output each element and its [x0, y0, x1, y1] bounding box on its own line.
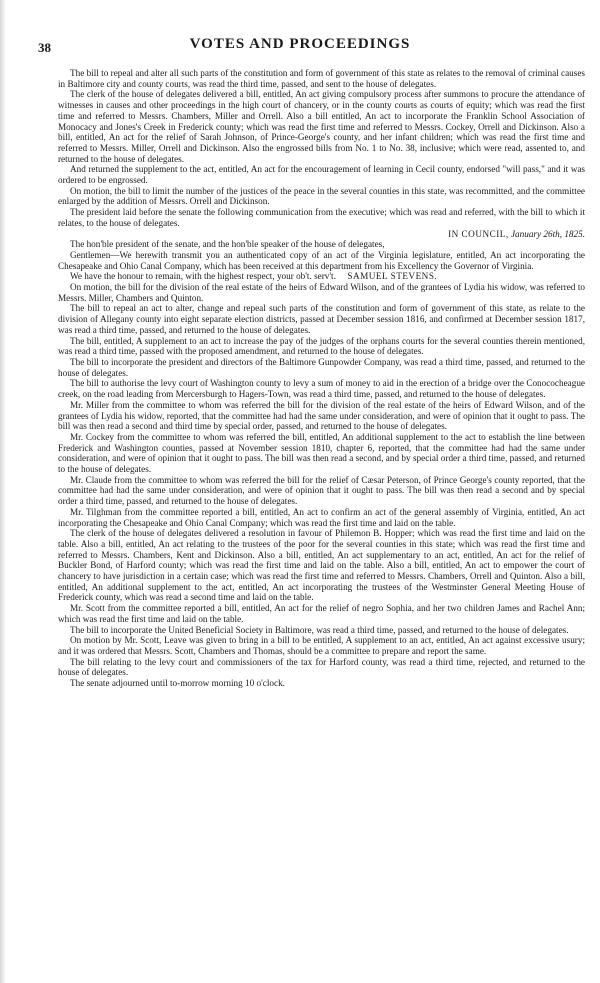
dateline-place: IN COUNCIL, — [448, 228, 509, 239]
paragraph: Mr. Cockey from the committee to whom was referred the bill, entitled, An additional supplement to the act to establish the line between Frederick and Washington counties, passed at November session 1810, chapter 6, reported, that the committee had had the same under consideration, and were of opinion that it ought to pass. The bill was then read a second, and by special order a third time, passed, and returned to the house of delegates. — [58, 431, 585, 475]
paragraph: The bill to repeal an act to alter, change and repeal such parts of the constitution and form of government of this state, as relate to the division of Allegany county into eight separate election districts, passed at December session 1816, and confirmed at December session 1817, was read a third time, passed, and returned to the house of delegates. — [58, 303, 585, 335]
paragraph: On motion, the bill for the division of the real estate of the heirs of Edward Wilson, and of the grantees of Lydia his widow, was referred to Messrs. Miller, Chambers and Quinton. — [58, 282, 585, 303]
running-title: VOTES AND PROCEEDINGS — [189, 36, 411, 52]
paragraph: The senate adjourned until to-morrow morning 10 o'clock. — [70, 678, 285, 689]
council-dateline — [58, 229, 585, 240]
dateline-date: January 26th, 1825. — [510, 228, 585, 239]
paragraph: On motion, the bill to limit the number of the justices of the peace in the several counties in this state, was recommitted, and the committee enlarged by the addition of Messrs. Orrell and Dickinson. — [58, 185, 585, 207]
paragraph: The clerk of the house of delegates delivered a bill, entitled, An act giving compulsory process after summons to procure the attendance of witnesses in causes and other proceedings in the high court of chancery, or in the county courts as courts of equity; which was read the first time and referred to Messrs. Chambers, Miller and Orrell. Also a bill entitled, An act to incorporate the Franklin School Association of Monocacy and Jones's Creek in Frederick county; which was read the first time and referred to Messrs. Cockey, Orrell and Dickinson. Also a bill, entitled, An act for the relief of Sarah Johnson, of Prince-George's county, and her infant children; which was read the first time and referred to Messrs. Miller, Orrell and Dickinson. Also the engrossed bills from No. 1 to No. 38, inclusive; which were read, assented to, and returned to the house of delegates. — [58, 89, 585, 164]
paragraph: The bill to repeal and alter all such parts of the constitution and form of government of this state as relates to the removal of criminal causes in Baltimore city and county courts, was read the third time, passed, and sent to the house of delegates. — [58, 68, 585, 89]
paragraph: The bill to incorporate the United Beneficial Society in Baltimore, was read a third time, passed, and returned to the house of delegates. — [70, 624, 569, 635]
paragraph: On motion by Mr. Scott, Leave was given to bring in a bill to be entitled, A supplement to an act, entitled, An act against excessive usury; and it was ordered that Messrs. Scott, Chambers and Thomas, should be a committee to prepare and report the same. — [58, 635, 585, 656]
paragraph: Mr. Scott from the committee reported a bill, entitled, An act for the relief of negro Sophia, and her two children James and Rachel Ann; which was read the first time and laid on the table. — [58, 603, 585, 624]
letter-signer: SAMUEL STEVENS. — [347, 271, 438, 282]
paragraph: The president laid before the senate the following communication from the executive; which was read and referred, with the bill to which it relates, to the house of delegates. — [58, 207, 585, 228]
paragraph: The bill, entitled, A supplement to an act to increase the pay of the judges of the orphans courts for the several counties therein mentioned, was read a third time, passed with the proposed amendment, and returned to the house of delegates. — [58, 335, 585, 357]
paragraph: The clerk of the house of delegates delivered a resolution in favour of Philemon B. Hopper; which was read the first time and laid on the table. Also a bill, entitled, An act relating to the trustees of the poor for the several counties in this state; which was read the first time and referred to Messrs. Chambers, Kent and Dickinson. Also a bill, entitled, An act supplementary to an act, entitled, An act for the relief of Buckler Bond, of Harford county; which was read the first time and laid on the table. Also a bill, entitled, An act to empower the court of chancery to have jurisdiction in a certain case; which was read the first time and referred to Messrs. Chambers, Orrell and Quinton. Also a bill, entitled, An additional supplement to the act, entitled, An act incorporating the trustees of the Westminster General Meeting House of Frederick county, which was read a second time and laid on the table. — [58, 528, 585, 603]
paragraph: Mr. Tilghman from the committee reported a bill, entitled, An act to confirm an act of the general assembly of Virginia, entitled, An act incorporating the Chesapeake and Ohio Canal Company; which was read the first time and laid on the table. — [58, 506, 585, 528]
page-number: 38 — [38, 40, 51, 55]
letter-closing — [58, 271, 585, 282]
journal-text — [58, 68, 585, 689]
letter-body: Gentlemen—We herewith transmit you an authenticated copy of an act of the Virginia legislature, entitled, An act incorporating the Chesapeake and Ohio Canal Company, which has been received at this department from his Excellency the Governor of Virginia. — [58, 249, 585, 271]
page-binding-shadow — [0, 0, 6, 983]
paragraph: And returned the supplement to the act, entitled, An act for the encouragement of learning in Cecil county, endorsed "will pass," and it was ordered to be engrossed. — [58, 164, 585, 186]
paragraph: The bill to authorise the levy court of Washington county to levy a sum of money to aid in the erection of a bridge over the Conococheague creek, on the road leading from Mercersburgh to Hagers-Town, was read a third time, passed, and returned to the house of delegates. — [58, 378, 585, 400]
letter-salutation: The hon'ble president of the senate, and the hon'ble speaker of the house of delegates, — [70, 239, 385, 250]
letter-closing-text: We have the honour to remain, with the highest respect, your ob't. serv't. — [70, 271, 336, 282]
paragraph: The bill relating to the levy court and commissioners of the tax for Harford county, was read a third time, rejected, and returned to the house of delegates. — [58, 656, 585, 678]
paragraph: Mr. Claude from the committee to whom was referred the bill for the relief of Cæsar Peterson, of Prince George's county reported, that the committee had had the same under consideration, and were of opinion that it ought to pass. The bill was then read a second and by special order a third time, passed, and returned to the house of delegates. — [58, 474, 585, 507]
paragraph: The bill to incorporate the president and directors of the Baltimore Gunpowder Company, was read a third time, passed, and returned to the house of delegates. — [58, 356, 585, 378]
paragraph: Mr. Miller from the committee to whom was referred the bill for the division of the real estate of the heirs of Edward Wilson, and of the grantees of Lydia his widow, reported, that the committee had had the same under consideration, and were of opinion that it ought to pass. The bill was then read a second and third time by special order, passed, and returned to the house of delegates. — [58, 399, 585, 432]
